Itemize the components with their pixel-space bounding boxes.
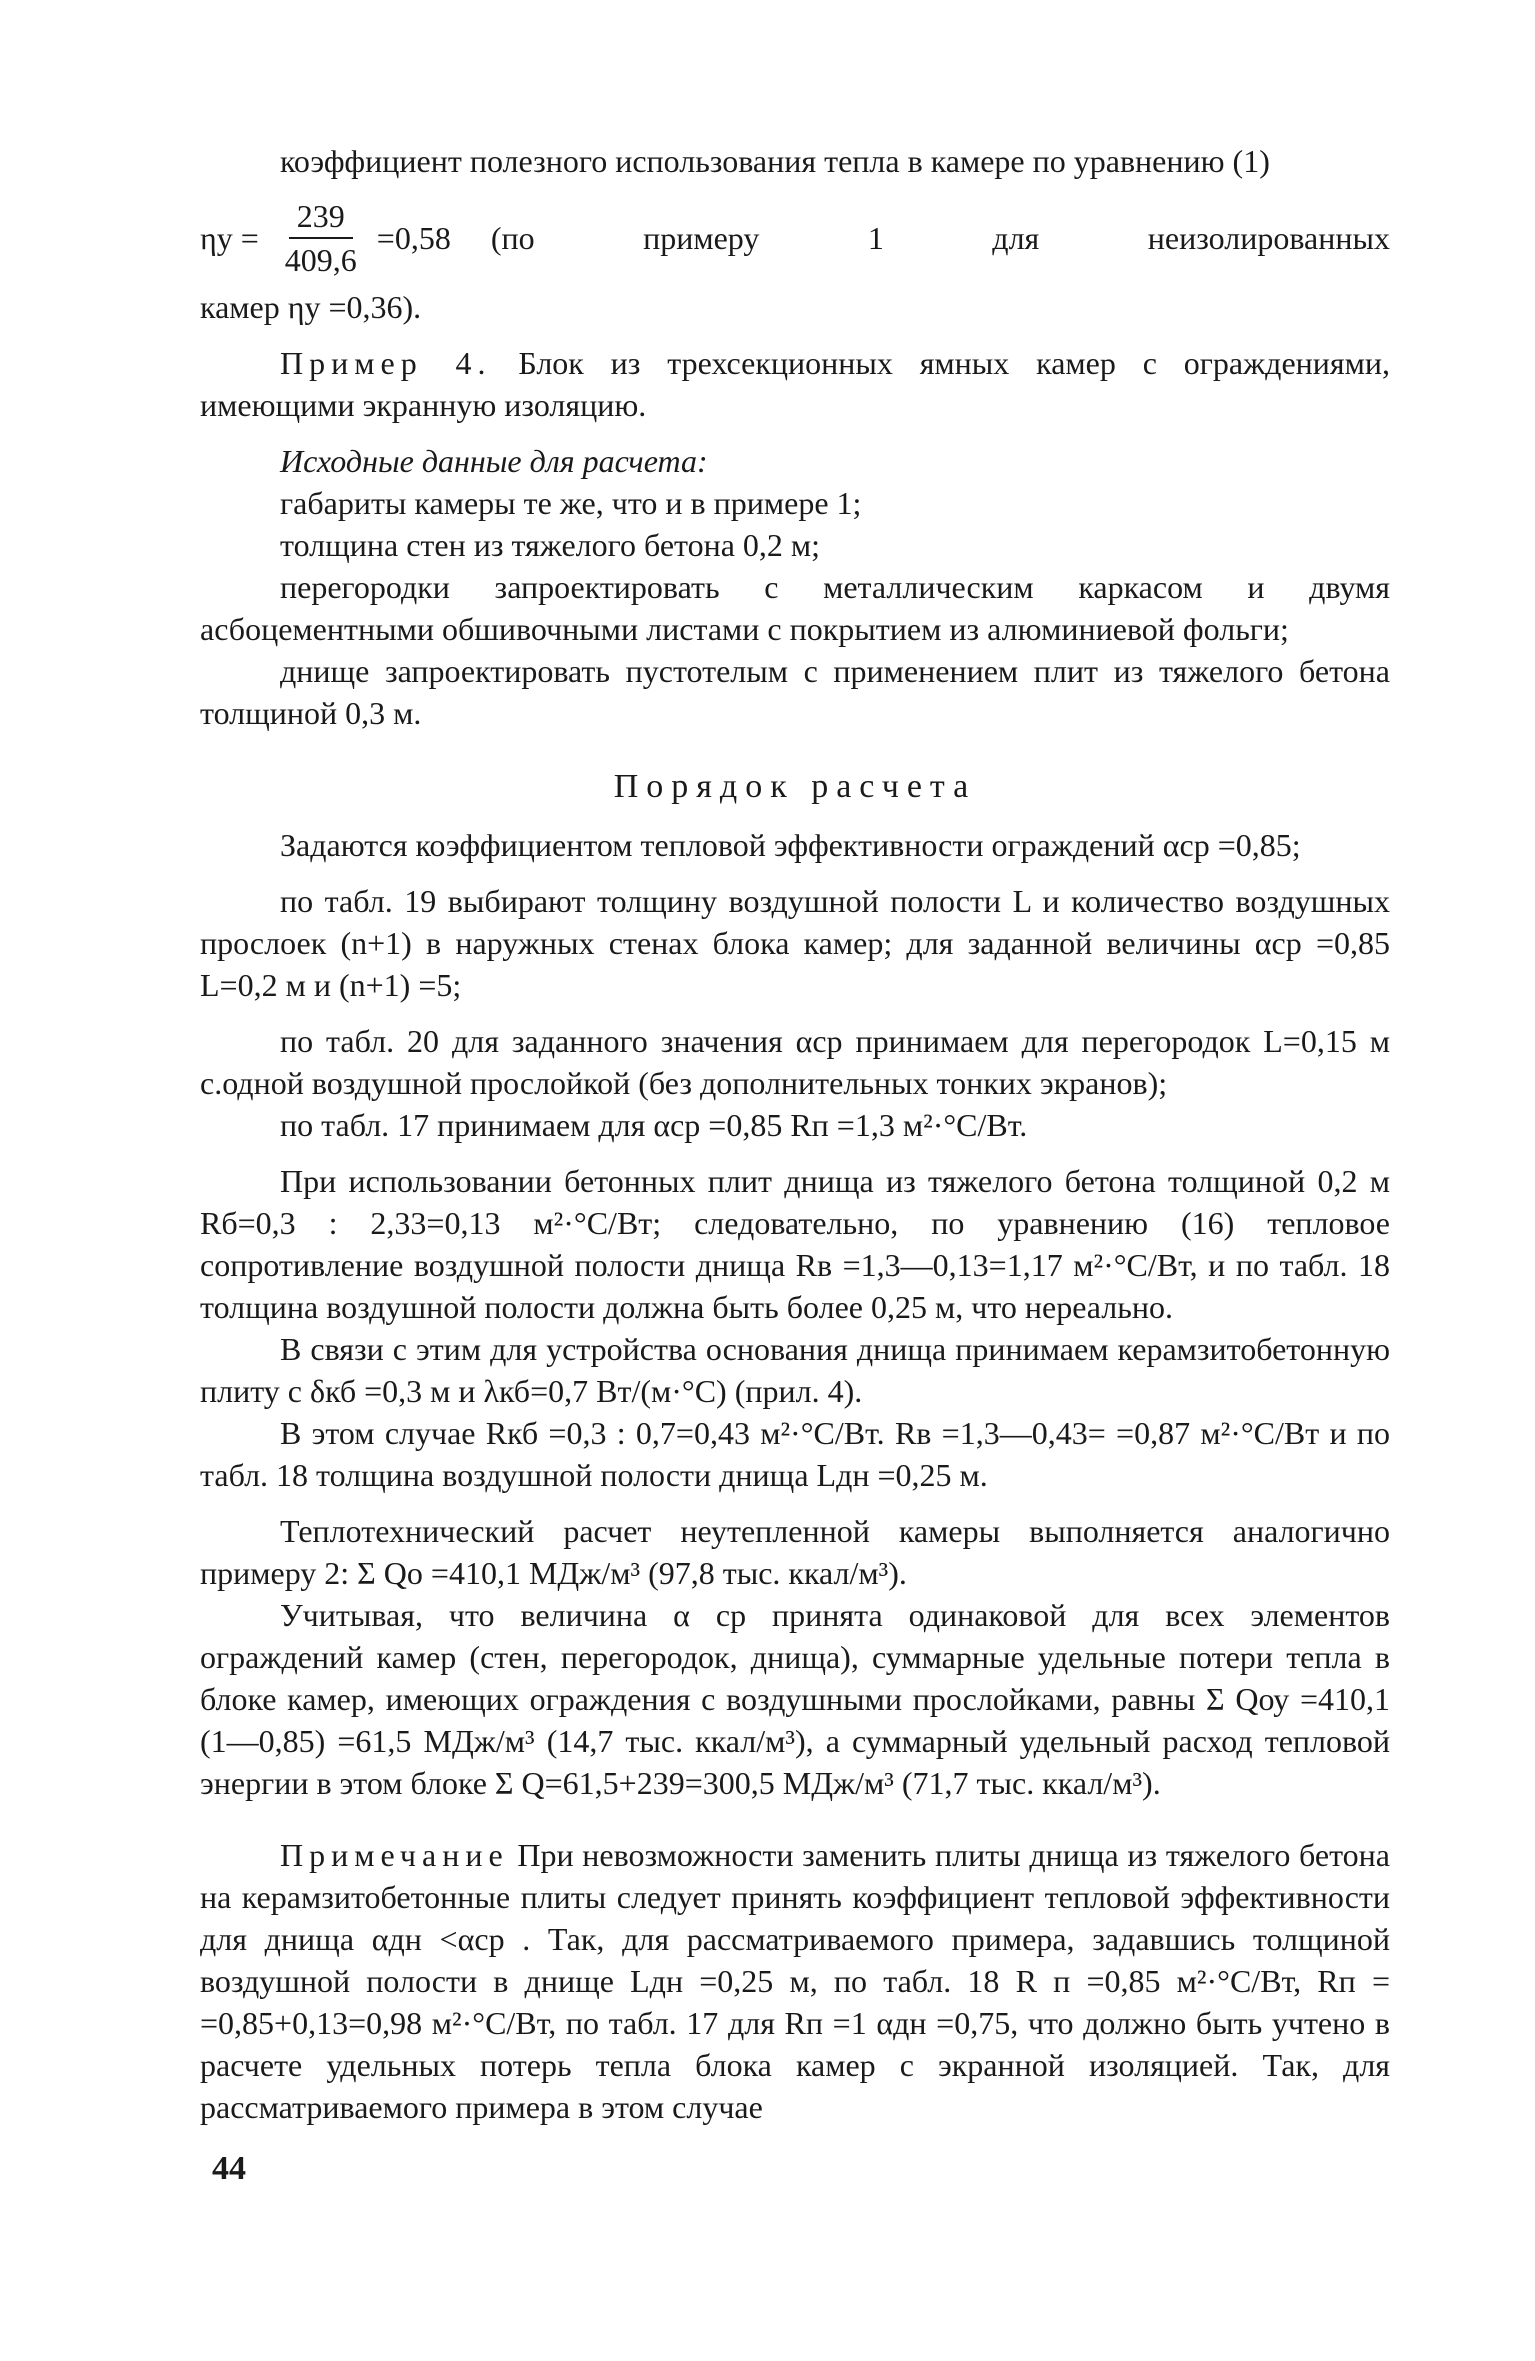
initial-data-item: габариты камеры те же, что и в примере 1; <box>280 485 862 521</box>
calc-paragraph: В связи с этим для устройства основания днища принимаем керамзитобетонную плиту с δкб =0,3 м и λкб=0,7 Вт/(м·°С) (прил. 4). <box>200 1331 1390 1409</box>
formula-tail-word: 1 <box>867 219 884 256</box>
formula-continuation: камер ηу =0,36). <box>200 289 422 325</box>
initial-data-item: днище запроектировать пустотелым с применением плит из тяжелого бетона толщиной 0,3 м. <box>200 653 1390 731</box>
calc-paragraph: по табл. 20 для заданного значения αср принимаем для перегородок L=0,15 м с.одной воздушной прослойкой (без дополнительных тонких экранов); <box>200 1023 1390 1101</box>
calc-paragraph: В этом случае Rкб =0,3 : 0,7=0,43 м²·°С/Вт. Rв =1,3—0,43= =0,87 м²·°С/Вт и по табл. 18 толщина воздушной полости днища Lдн =0,25 м. <box>200 1415 1390 1493</box>
calc-paragraph: Учитывая, что величина α ср принята одинаковой для всех элементов ограждений камер (стен, перегородок, днища), суммарные удельные потери тепла в блоке камер, имеющих ограждения с воздушными прослойками, равны Σ Qоу =410,1 (1—0,85) =61,5 МДж/м³ (14,7 тыс. ккал/м³), а суммарный удельный расход тепловой энергии в этом блоке Σ Q=61,5+239=300,5 МДж/м³ (71,7 тыс. ккал/м³). <box>200 1597 1390 1801</box>
formula-fraction <box>277 195 365 281</box>
calc-paragraph: по табл. 19 выбирают толщину воздушной полости L и количество воздушных прослоек (n+1) в наружных стенах блока камер; для заданной величины αср =0,85 L=0,2 м и (n+1) =5; <box>200 883 1390 1003</box>
formula-tail <box>491 220 1390 257</box>
example-4-paragraph <box>200 342 1390 426</box>
note-label: Примечание <box>280 1837 509 1873</box>
formula-numerator: 239 <box>289 195 353 239</box>
formula-result: =0,58 <box>376 219 451 256</box>
example-4-text: Блок из трехсекционных ямных камер с ограждениями, имеющими экранную изоляцию. <box>200 345 1391 423</box>
calc-paragraph: Теплотехнический расчет неутепленной камеры выполняется аналогично примеру 2: Σ Qо =410,1 МДж/м³ (97,8 тыс. ккал/м³). <box>200 1513 1390 1591</box>
initial-data-heading: Исходные данные для расчета: <box>280 443 708 479</box>
formula-tail-word: примеру <box>643 219 760 256</box>
intro-paragraph: коэффициент полезного использования тепла в камере по уравнению (1) <box>280 143 1270 179</box>
calc-paragraph: При использовании бетонных плит днища из тяжелого бетона толщиной 0,2 м Rб=0,3 : 2,33=0,13 м²·°С/Вт; следовательно, по уравнению (16) тепловое сопротивление воздушной полости днища Rв =1,3—0,13=1,17 м²·°С/Вт, и по табл. 18 толщина воздушной полости должна быть более 0,25 м, что нереально. <box>200 1163 1390 1325</box>
calc-paragraph: Задаются коэффициентом тепловой эффективности ограждений αср =0,85; <box>280 827 1301 863</box>
page-body <box>200 140 1390 2128</box>
page-number: 44 <box>212 2150 246 2187</box>
formula-denominator: 409,6 <box>284 242 357 278</box>
formula-symbol: ηу = <box>200 219 259 256</box>
calc-paragraph: по табл. 17 принимаем для αср =0,85 Rп =1,3 м²·°С/Вт. <box>280 1107 1028 1143</box>
example-4-label: Пример 4. <box>280 345 492 381</box>
section-heading: Порядок расчета <box>613 768 977 805</box>
efficiency-formula <box>200 190 1390 286</box>
note-paragraph <box>200 1834 1390 2128</box>
initial-data-item: перегородки запроектировать с металлическим каркасом и двумя асбоцементными обшивочными листами с покрытием из алюминиевой фольги; <box>200 569 1390 647</box>
formula-tail-word: неизолированных <box>1147 219 1390 256</box>
formula-tail-word: для <box>992 219 1040 256</box>
note-text: При невозможности заменить плиты днища из тяжелого бетона на керамзитобетонные плиты следует принять коэффициент тепловой эффективности для днища αдн <αср . Так, для рассматриваемого примера, задавшись толщиной воздушной полости в днище Lдн =0,25 м, по табл. 18 R п =0,85 м²·°С/Вт, Rп = =0,85+0,13=0,98 м²·°С/Вт, по табл. 17 для Rп =1 αдн =0,75, что должно быть учтено в расчете удельных потерь тепла блока камер с экранной изоляцией. Так, для рассматриваемого примера в этом случае <box>200 1837 1390 2125</box>
initial-data-item: толщина стен из тяжелого бетона 0,2 м; <box>280 527 821 563</box>
formula-tail-word: (по <box>490 219 535 256</box>
